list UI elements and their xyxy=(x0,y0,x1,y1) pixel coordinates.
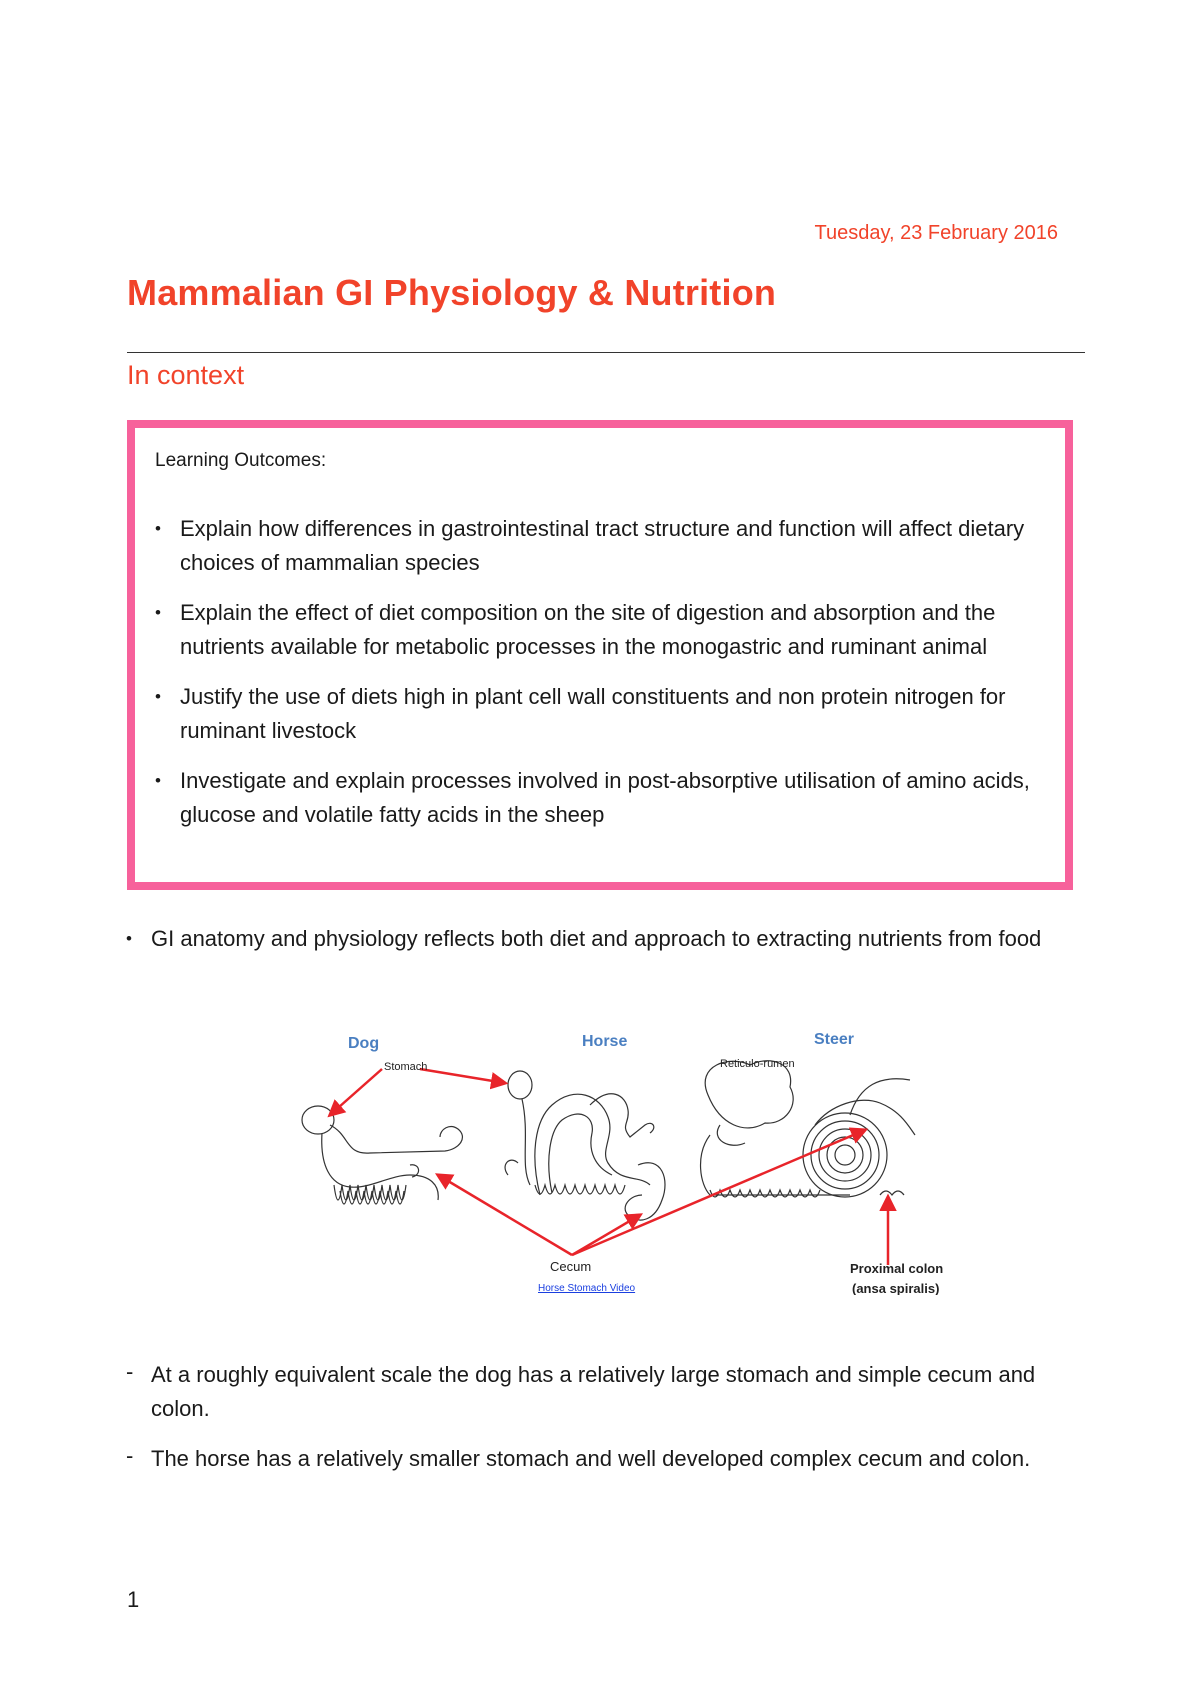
learning-outcomes-box xyxy=(127,420,1073,890)
learning-outcomes-list xyxy=(135,512,1060,848)
ansa-spiralis-label: (ansa spiralis) xyxy=(852,1281,940,1295)
list-item: - The horse has a relatively smaller stomach and well developed complex cecum and colon. xyxy=(124,1442,1091,1476)
steer-label: Steer xyxy=(814,1031,855,1048)
gi-tract-comparison-figure xyxy=(290,1025,970,1295)
section-heading: In context xyxy=(127,360,245,390)
list-item: • Explain how differences in gastrointestinal tract structure and function will affect dietary choices of mammalian species xyxy=(135,512,1060,580)
page-title: Mammalian GI Physiology & Nutrition xyxy=(127,272,777,313)
horse-gi-tract-drawing xyxy=(505,1071,665,1220)
title-divider xyxy=(127,352,1085,353)
dog-gi-tract-drawing xyxy=(302,1106,462,1204)
comparison-list xyxy=(124,1358,1091,1492)
list-item: • Explain the effect of diet composition on the site of digestion and absorption and the nutrients available for metabolic processes in the monogastric and ruminant animal xyxy=(135,596,1060,664)
list-item: - At a roughly equivalent scale the dog has a relatively large stomach and simple cecum and colon. xyxy=(124,1358,1091,1426)
horse-stomach-video-link-text[interactable]: Horse Stomach Video xyxy=(538,1283,636,1294)
dog-label: Dog xyxy=(348,1035,380,1052)
page-number: 1 xyxy=(127,1587,140,1612)
horse-label: Horse xyxy=(582,1033,628,1050)
reticulo-rumen-label: Reticulo-rumen xyxy=(720,1058,795,1070)
list-item: • Investigate and explain processes involved in post-absorptive utilisation of amino acids, glucose and volatile fatty acids in the sheep xyxy=(135,764,1060,832)
cecum-label: Cecum xyxy=(550,1259,592,1274)
list-item: • Justify the use of diets high in plant cell wall constituents and non protein nitrogen for ruminant livestock xyxy=(135,680,1060,748)
gi-anatomy-bullet: • GI anatomy and physiology reflects both diet and approach to extracting nutrients from food xyxy=(124,922,1091,956)
steer-gi-tract-drawing xyxy=(701,1061,915,1197)
learning-outcomes-heading: Learning Outcomes: xyxy=(155,450,327,471)
horse-stomach-video-link[interactable] xyxy=(538,1283,636,1294)
proximal-colon-label: Proximal colon xyxy=(850,1261,944,1276)
stomach-label: Stomach xyxy=(384,1061,428,1073)
header-date: Tuesday, 23 February 2016 xyxy=(814,222,1058,244)
